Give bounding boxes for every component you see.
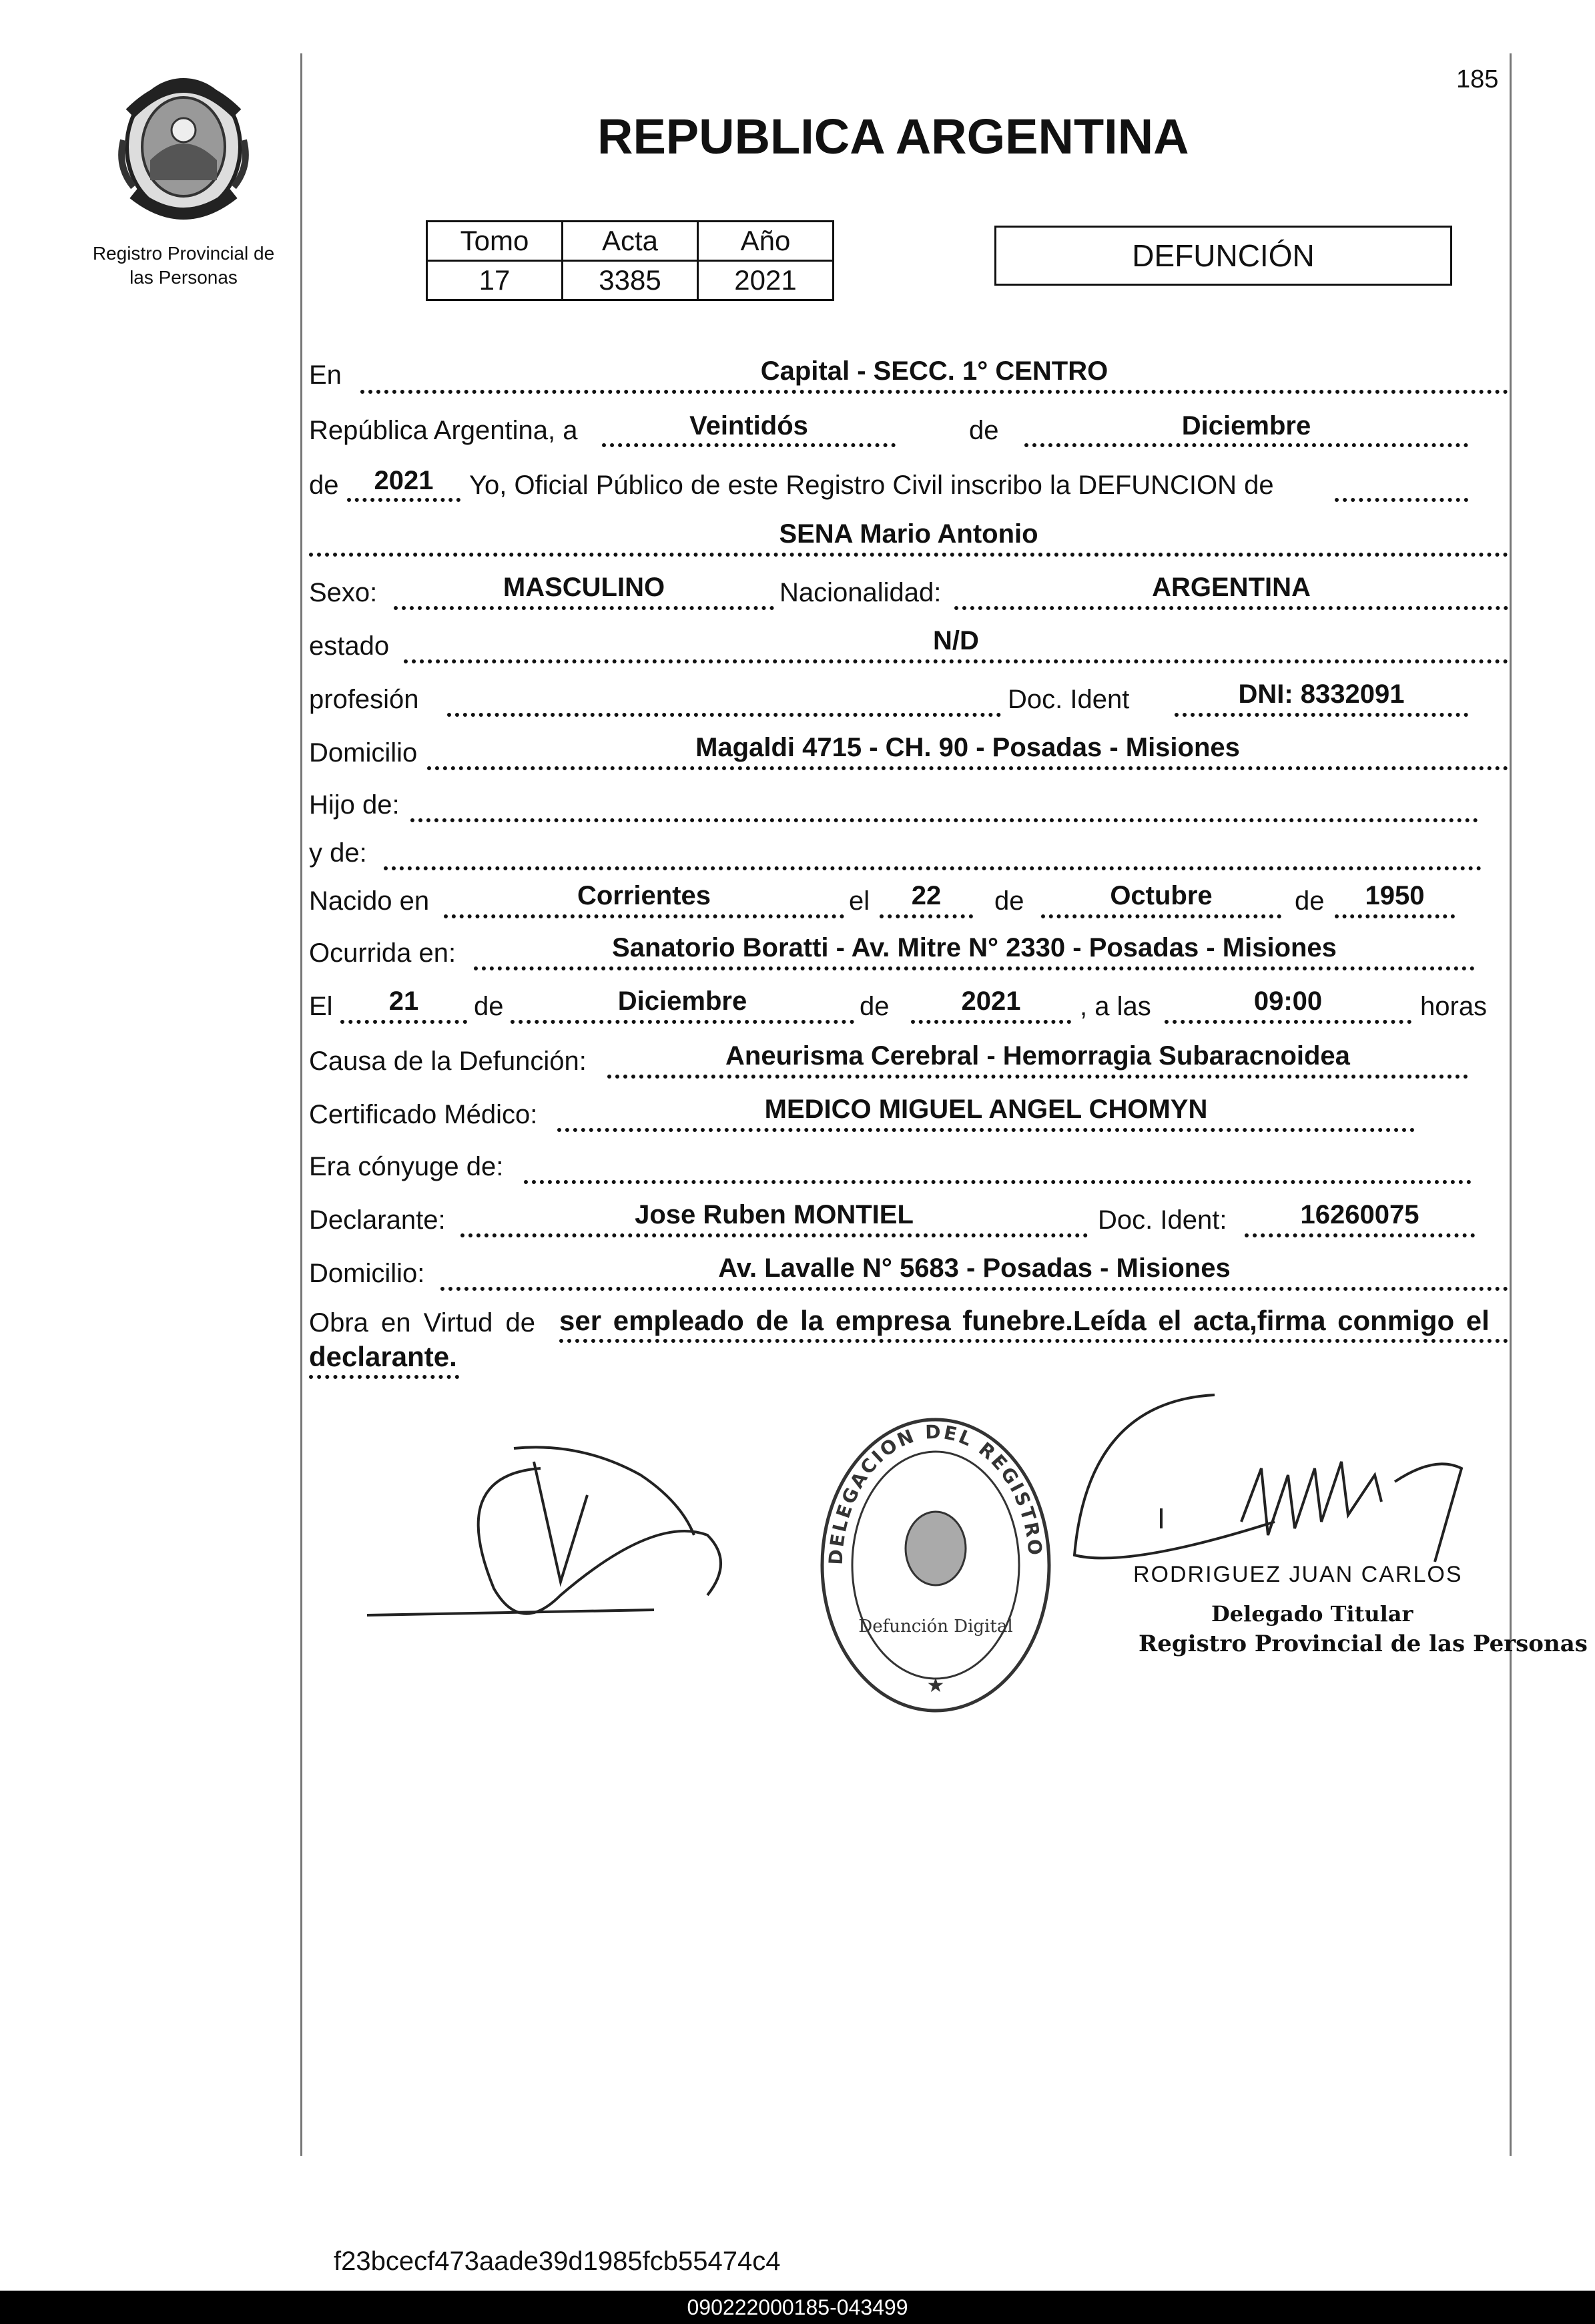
- value-lugar: Capital - SECC. 1° CENTRO: [760, 356, 1108, 386]
- value-estado: N/D: [933, 626, 979, 655]
- label-en: En: [309, 360, 342, 390]
- value-mes: Diciembre: [1181, 411, 1311, 441]
- dotted-line: [557, 1128, 1415, 1132]
- dotted-line: [954, 606, 1508, 610]
- dotted-line: [340, 1020, 467, 1024]
- left-margin-line: [300, 53, 302, 2156]
- record-value-tomo: 17: [427, 261, 563, 300]
- dotted-line: [559, 1339, 1508, 1343]
- label-el-cap: El: [309, 992, 333, 1021]
- value-domicilio: Magaldi 4715 - CH. 90 - Posadas - Misiones: [695, 733, 1240, 762]
- value-obra-line2: declarante.: [309, 1341, 457, 1372]
- dotted-line: [444, 914, 844, 918]
- value-obra-line1: ser empleado de la empresa funebre.Leída el acta,firma conmigo el: [559, 1305, 1490, 1336]
- issuer-name-line1: Registro Provincial de: [92, 243, 275, 264]
- value-fallecio-hora: 09:00: [1253, 986, 1323, 1016]
- stamp-outer-text: DELEGACION DEL REGISTRO: [824, 1420, 1046, 1566]
- dotted-line: [511, 1020, 854, 1024]
- province-seal-logo: [110, 67, 257, 227]
- value-fallecio-anio: 2021: [961, 986, 1021, 1016]
- value-dia-texto: Veintidós: [689, 411, 808, 441]
- value-nacido-mes: Octubre: [1110, 881, 1213, 910]
- dotted-line: [607, 1075, 1468, 1079]
- svg-text:★: ★: [926, 1674, 945, 1697]
- dotted-line: [427, 766, 1508, 770]
- label-horas: horas: [1420, 992, 1488, 1021]
- record-header-anio: Año: [698, 222, 834, 261]
- dotted-line: [524, 1180, 1472, 1184]
- page-number: 185: [1456, 65, 1499, 93]
- record-value-acta: 3385: [563, 261, 698, 300]
- label-nacionalidad: Nacionalidad:: [779, 578, 942, 607]
- dotted-line: [384, 866, 1482, 870]
- value-fallecio-mes: Diciembre: [617, 986, 747, 1016]
- dotted-line: [880, 914, 973, 918]
- footer-code-bar: 090222000185-043499: [0, 2291, 1595, 2324]
- value-nacionalidad: ARGENTINA: [1152, 573, 1311, 602]
- issuer-name-line2: las Personas: [129, 267, 238, 288]
- record-type: DEFUNCIÓN: [1132, 238, 1315, 273]
- label-republica: República Argentina, a: [309, 416, 578, 445]
- label-conyuge: Era cónyuge de:: [309, 1152, 504, 1181]
- dotted-line: [440, 1287, 1508, 1291]
- dotted-line: [360, 390, 1508, 394]
- label-de: de: [474, 992, 504, 1021]
- label-domicilio-declarante: Domicilio:: [309, 1259, 425, 1288]
- record-header-acta: Acta: [563, 222, 698, 261]
- dotted-line: [602, 443, 896, 447]
- dotted-line: [404, 659, 1508, 663]
- dotted-line: [1335, 498, 1468, 502]
- dotted-line: [309, 1375, 459, 1379]
- dotted-line: [474, 966, 1475, 970]
- right-margin-line: [1510, 53, 1512, 2156]
- value-anio: 2021: [374, 466, 434, 495]
- value-causa: Aneurisma Cerebral - Hemorragia Subaracnoidea: [725, 1041, 1350, 1071]
- label-nacido-en: Nacido en: [309, 886, 430, 916]
- label-declarante: Declarante:: [309, 1205, 446, 1235]
- label-estado: estado: [309, 631, 390, 661]
- dotted-line: [460, 1233, 1088, 1237]
- dotted-line: [1335, 914, 1455, 918]
- label-de: de: [309, 471, 339, 500]
- label-domicilio: Domicilio: [309, 738, 418, 768]
- record-value-anio: 2021: [698, 261, 834, 300]
- value-fallecio-dia: 21: [388, 986, 419, 1016]
- dotted-line: [1165, 1020, 1411, 1024]
- document-title: REPUBLICA ARGENTINA: [597, 109, 1189, 164]
- value-doc-ident: DNI: 8332091: [1238, 679, 1405, 709]
- dotted-line: [1041, 914, 1281, 918]
- record-type-box: [994, 226, 1452, 286]
- label-profesion: profesión: [309, 685, 419, 714]
- official-name: RODRIGUEZ JUAN CARLOS: [1133, 1562, 1463, 1587]
- declarant-signature: [360, 1435, 734, 1635]
- record-header-tomo: Tomo: [427, 222, 563, 261]
- label-de: de: [969, 416, 999, 445]
- label-sexo: Sexo:: [309, 578, 378, 607]
- label-ocurrida-en: Ocurrida en:: [309, 938, 456, 968]
- dotted-line: [347, 498, 460, 502]
- dotted-line: [1024, 443, 1468, 447]
- value-nombre: SENA Mario Antonio: [779, 519, 1038, 549]
- dotted-line: [309, 553, 1508, 557]
- dotted-line: [447, 713, 1001, 717]
- label-obra: Obra en Virtud de: [309, 1308, 536, 1338]
- official-office: Registro Provincial de las Personas: [1139, 1631, 1588, 1657]
- label-el: el: [849, 886, 870, 916]
- dotted-line: [410, 818, 1478, 822]
- label-inscribo: Yo, Oficial Público de este Registro Civil inscribo la DEFUNCION de: [469, 471, 1274, 500]
- label-a-las: , a las: [1080, 992, 1151, 1021]
- label-y-de: y de:: [309, 838, 367, 868]
- document-hash: f23bcecf473aade39d1985fcb55474c4: [334, 2247, 781, 2276]
- value-declarante-doc: 16260075: [1300, 1200, 1419, 1229]
- value-declarante-domicilio: Av. Lavalle N° 5683 - Posadas - Misiones: [718, 1253, 1231, 1283]
- label-causa: Causa de la Defunción:: [309, 1047, 587, 1076]
- dotted-line: [1245, 1233, 1475, 1237]
- label-de: de: [994, 886, 1024, 916]
- value-nacido-lugar: Corrientes: [577, 881, 711, 910]
- value-sexo: MASCULINO: [503, 573, 665, 602]
- label-doc-ident: Doc. Ident: [1008, 685, 1130, 714]
- official-stamp: [816, 1412, 1056, 1719]
- record-table: [426, 220, 834, 301]
- dotted-line: [394, 606, 774, 610]
- label-certificado: Certificado Médico:: [309, 1100, 538, 1129]
- label-doc-ident-declarante: Doc. Ident:: [1098, 1205, 1227, 1235]
- value-certificado: MEDICO MIGUEL ANGEL CHOMYN: [764, 1095, 1208, 1124]
- stamp-inner-text: Defunción Digital: [858, 1617, 1013, 1637]
- official-title: Delegado Titular: [1211, 1601, 1413, 1627]
- label-de: de: [860, 992, 890, 1021]
- value-nacido-dia: 22: [911, 881, 942, 910]
- value-declarante: Jose Ruben MONTIEL: [635, 1200, 914, 1229]
- dotted-line: [911, 1020, 1071, 1024]
- dotted-line: [1175, 713, 1468, 717]
- value-nacido-anio: 1950: [1365, 881, 1425, 910]
- value-ocurrida-en: Sanatorio Boratti - Av. Mitre N° 2330 - Posadas - Misiones: [612, 933, 1337, 962]
- label-de: de: [1295, 886, 1325, 916]
- label-hijo-de: Hijo de:: [309, 790, 400, 820]
